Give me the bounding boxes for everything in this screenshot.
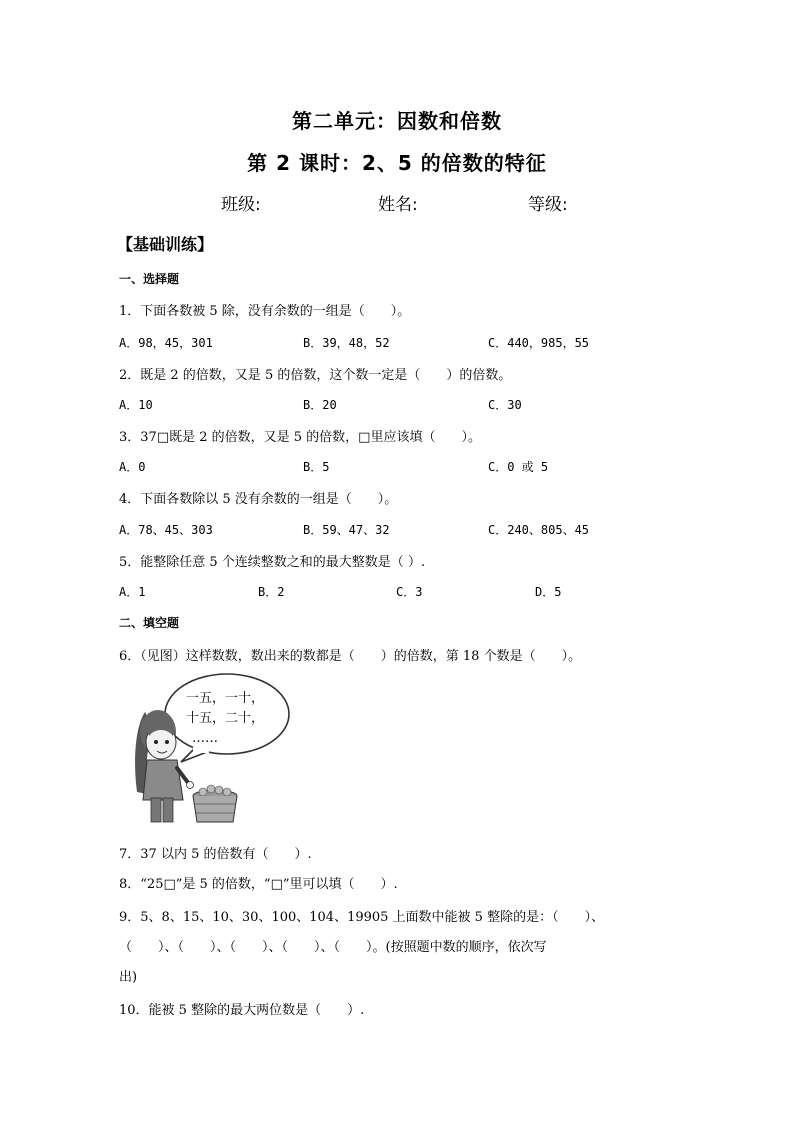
question-9-line-1: 9．5、8、15、10、30、100、104、19905 上面数中能被 5 整除的是：（ ）、 (119, 910, 605, 925)
question-8: 8．“25□”是 5 的倍数，“□”里可以填（ ）. (119, 877, 398, 892)
question-9-line-2: （ ）、（ ）、（ ）、（ ）、（ ）。(按照题中数的顺序，依次写 (119, 940, 547, 955)
question-10: 10．能被 5 整除的最大两位数是（ ）. (119, 1003, 365, 1018)
q4-option-b: B．59、47、32 (303, 523, 390, 537)
q2-option-b: B．20 (303, 398, 337, 412)
q5-option-c: C．3 (396, 585, 423, 599)
q1-option-c: C．440，985，55 (488, 336, 590, 350)
q3-option-a: A．0 (119, 460, 146, 474)
q5-option-a: A．1 (119, 585, 146, 599)
bubble-line-2: 十五，二十， (185, 711, 264, 726)
lesson-title: 第 2 课时：2、5 的倍数的特征 (247, 151, 547, 175)
part-fill-heading: 二、填空题 (119, 616, 180, 630)
question-3: 3．37□既是 2 的倍数，又是 5 的倍数，□里应该填（ ）。 (119, 430, 481, 445)
q4-option-c: C．240、805、45 (488, 523, 590, 537)
question-2: 2．既是 2 的倍数，又是 5 的倍数，这个数一定是（ ）的倍数。 (119, 368, 512, 383)
question-4: 4．下面各数除以 5 没有余数的一组是（ ）。 (119, 492, 398, 507)
unit-title: 第二单元：因数和倍数 (292, 109, 502, 133)
question-7: 7．37 以内 5 的倍数有（ ）. (119, 847, 312, 862)
q2-option-a: A．10 (119, 398, 153, 412)
q3-option-b: B．5 (303, 460, 330, 474)
section-basic-training: 【基础训练】 (117, 235, 214, 254)
q3-option-c: C．0 或 5 (488, 460, 549, 474)
part-choice-heading: 一、选择题 (119, 272, 180, 286)
q4-option-a: A．78、45、303 (119, 523, 213, 537)
class-label: 班级: (221, 195, 261, 215)
question-1: 1．下面各数被 5 除，没有余数的一组是（ ）。 (119, 304, 411, 319)
grade-label: 等级: (528, 195, 568, 215)
name-label: 姓名: (378, 195, 418, 215)
question-6: 6．（见图）这样数数，数出来的数都是（ ）的倍数，第 18 个数是（ ）。 (119, 649, 582, 664)
basket (193, 785, 237, 822)
question-5: 5．能整除任意 5 个连续整数之和的最大整数是（ ）. (119, 555, 426, 570)
q2-option-c: C．30 (488, 398, 522, 412)
bubble-line-3: …… (192, 731, 218, 746)
q1-option-b: B．39，48，52 (303, 336, 390, 350)
q1-option-a: A．98，45，301 (119, 336, 213, 350)
q5-option-b: B．2 (258, 585, 285, 599)
bubble-line-1: 一五，一十， (185, 691, 264, 706)
question-9-line-3: 出) (119, 970, 138, 985)
q5-option-d: D．5 (535, 585, 562, 599)
